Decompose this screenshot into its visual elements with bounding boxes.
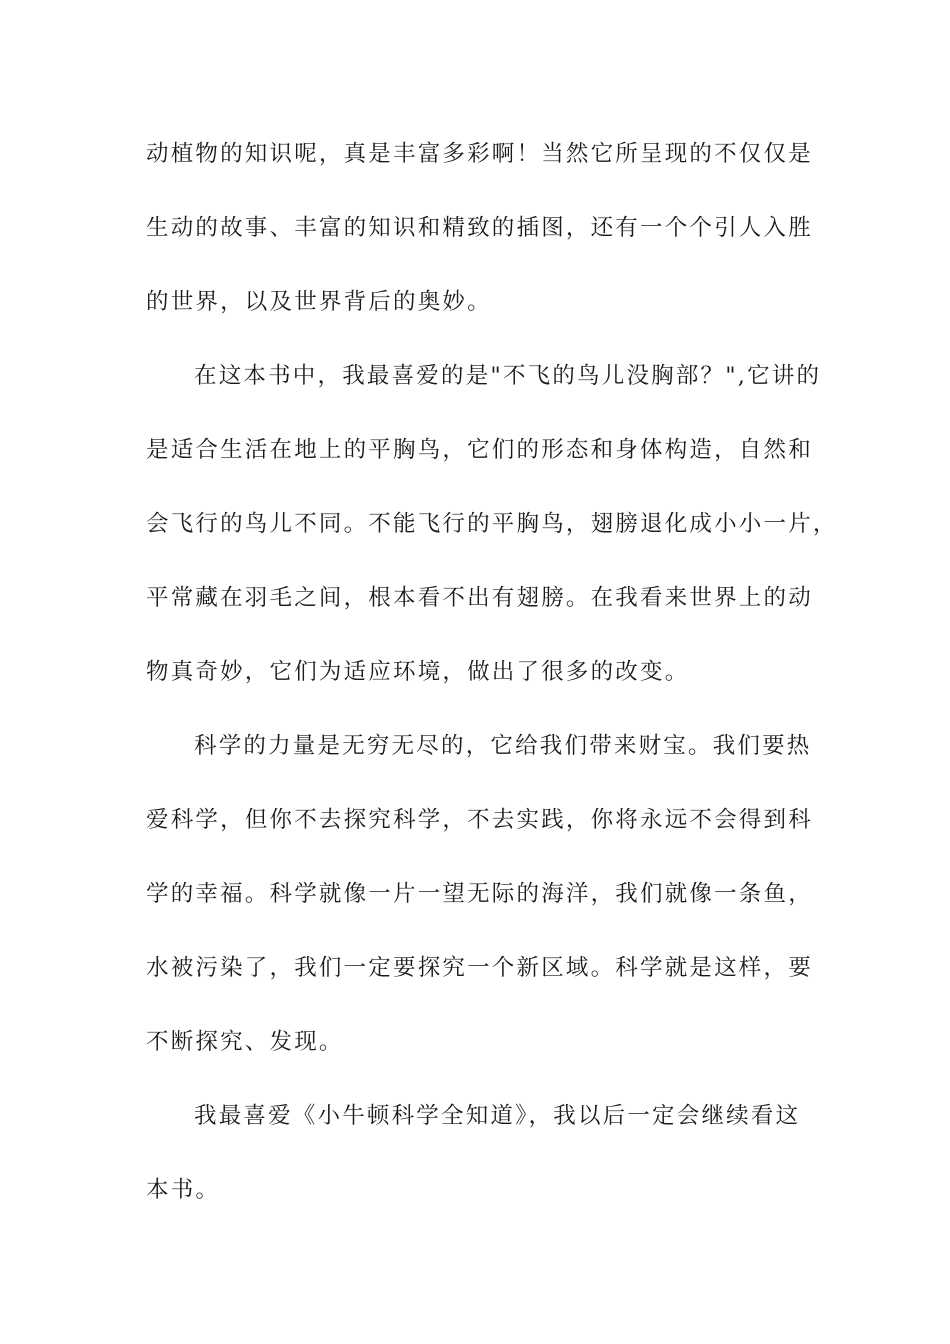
paragraph-1 (146, 124, 813, 346)
text-line: 是适合生活在地上的平胸鸟，它们的形态和身体构造，自然和 (146, 437, 813, 463)
paragraph-2 (146, 346, 838, 716)
text-line: 爱科学，但你不去探究科学，不去实践，你将永远不会得到科 (146, 807, 813, 833)
text-line: 科学的力量是无穷无尽的，它给我们带来财宝。我们要热 (194, 733, 812, 759)
text-line: 会飞行的鸟儿不同。不能飞行的平胸鸟，翅膀退化成小小一片， (146, 511, 838, 537)
text-line: 的世界，以及世界背后的奥妙。 (146, 289, 492, 315)
paragraph-4 (146, 1086, 806, 1234)
text-line: 本书。 (146, 1177, 221, 1203)
text-line: 在这本书中，我最喜爱的是"不飞的鸟儿没胸部？",它讲的 (194, 363, 822, 389)
paragraph-3 (146, 716, 813, 1086)
text-line: 水被污染了，我们一定要探究一个新区域。科学就是这样，要 (146, 955, 813, 981)
text-line: 我最喜爱《小牛顿科学全知道》，我以后一定会继续看这 (194, 1103, 801, 1129)
essay-body (146, 124, 838, 1234)
text-line: 学的幸福。科学就像一片一望无际的海洋，我们就像一条鱼， (146, 881, 813, 907)
text-line: 平常藏在羽毛之间，根本看不出有翅膀。在我看来世界上的动 (146, 585, 813, 611)
text-line: 物真奇妙，它们为适应环境，做出了很多的改变。 (146, 659, 690, 685)
text-line: 不断探究、发现。 (146, 1029, 344, 1055)
text-line: 动植物的知识呢，真是丰富多彩啊！当然它所呈现的不仅仅是 (146, 141, 813, 167)
text-line: 生动的故事、丰富的知识和精致的插图，还有一个个引人入胜 (146, 215, 813, 241)
